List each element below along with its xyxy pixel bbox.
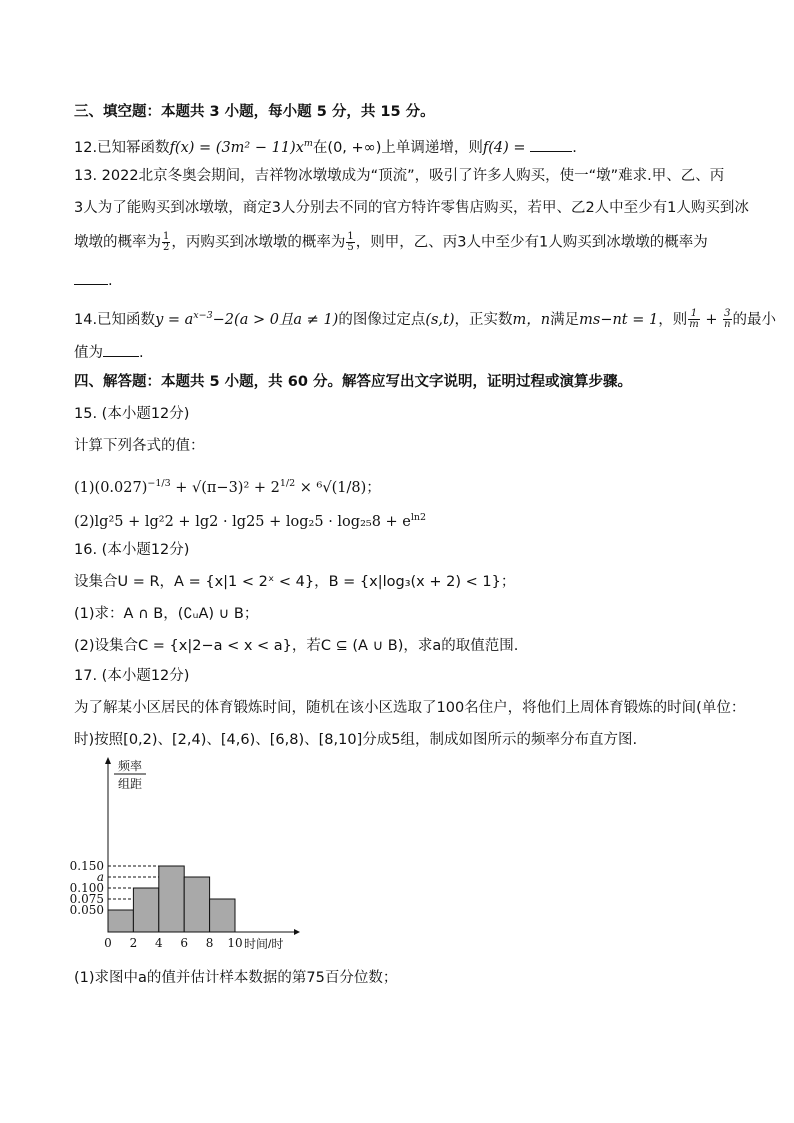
q16-title: 16. (本小题12分): [74, 542, 190, 558]
question-14-line1: [74, 306, 776, 330]
question-14-line2: [74, 342, 144, 363]
question-13-line2: 3人为了能购买到冰墩墩，商定3人分别去不同的官方特许零售店购买，若甲、乙2人中至少有1人购买到冰: [74, 200, 749, 216]
q14-fraction-2: $\frac{3}{n}$: [724, 308, 731, 331]
y-tick-label: 0.150: [69, 859, 104, 873]
x-tick-label: 10: [227, 936, 243, 950]
question-13-line4: [74, 270, 113, 291]
q15-p2-expr: (2)lg²5 + lg²2 + lg2 · lg25 + log₂5 · log₂₅8 + e: [74, 513, 411, 530]
histogram-bar: [133, 888, 158, 932]
q15-intro: 计算下列各式的值：: [74, 438, 205, 454]
q13-answer-blank[interactable]: [74, 270, 108, 285]
y-tick-label: a: [96, 870, 104, 884]
q14-func-y: y = a: [155, 311, 194, 328]
x-tick-label: 2: [129, 936, 138, 950]
histogram-layer: [70, 757, 300, 951]
q12-func: f(x) = (3m² − 11)x: [169, 139, 304, 156]
q14-tail: 的最小: [732, 311, 777, 328]
q13-fraction-2: $\frac{1}{5}$: [347, 231, 354, 253]
q12-ask: f(4) =: [482, 139, 531, 156]
histogram-bar: [210, 899, 235, 932]
q14-mid3: 满足: [550, 311, 580, 328]
q15-title: 15. (本小题12分): [74, 406, 190, 422]
q12-exp: m: [303, 138, 313, 149]
q15-p1-base: (0.027): [94, 479, 148, 496]
frequency-histogram: [66, 756, 306, 952]
q13-text-b: ，丙购买到冰墩墩的概率为: [171, 234, 346, 251]
y-axis-arrow: [105, 757, 111, 764]
q15-part-1: [74, 474, 381, 498]
question-13-line3: [74, 232, 708, 253]
q17-title: 17. (本小题12分): [74, 668, 190, 684]
y-tick-label: 0.100: [69, 881, 104, 895]
q15-p1-exp: −1/3: [147, 478, 171, 489]
q15-p1-exp2: 1/2: [279, 478, 296, 489]
q13-text-c: ，则甲，乙、丙3人中至少有1人购买到冰墩墩的概率为: [355, 234, 708, 251]
q14-func-rest: −2(a > 0且a ≠ 1): [212, 311, 339, 328]
histogram-bar: [184, 877, 209, 932]
x-tick-label: 6: [180, 936, 189, 950]
q17-line1: 为了解某小区居民的体育锻炼时间，随机在该小区选取了100名住户，将他们上周体育锻炼的时间(单位：: [74, 700, 746, 716]
q14-answer-blank[interactable]: [103, 342, 139, 357]
q12-end: .: [572, 139, 577, 156]
x-axis-label: 时间/时: [244, 937, 284, 951]
x-tick-label: 8: [205, 936, 214, 950]
q14-mid2: ，正实数: [454, 311, 513, 328]
histogram-bar: [159, 866, 184, 932]
q17-part-1: (1)求图中a的值并估计样本数据的第75百分位数；: [74, 970, 398, 986]
q13-text-a: 墩墩的概率为: [74, 234, 161, 251]
q14-lead: 14.已知函数: [74, 311, 156, 328]
q14-fraction-1: $\frac{1}{m}$: [689, 308, 699, 331]
section-3-header: 三、填空题：本题共 3 小题，每小题 5 分，共 15 分。: [74, 104, 435, 120]
q14-plus: +: [700, 311, 723, 328]
q17-line2: 时)按照[0,2)、[2,4)、[4,6)、[6,8)、[8,10]分成5组，制成如图所示的频率分布直方图.: [74, 732, 638, 748]
q13-fraction-1: $\frac{1}{2}$: [163, 231, 170, 253]
q16-part-2: (2)设集合C = {x|2−a < x < a}，若C ⊆ (A ∪ B)，求a的取值范围.: [74, 638, 519, 654]
q15-p1-end: ；: [366, 479, 381, 496]
q14-point: (s,t): [425, 311, 455, 328]
histogram-bar: [108, 910, 133, 932]
q15-p1-label: (1): [74, 479, 95, 496]
q15-p1-middle: + √(π−3)² + 2: [170, 479, 280, 496]
q14-mid4: ，则: [658, 311, 688, 328]
q14-line2-text: 值为: [74, 345, 103, 361]
q14-mid: 的图像过定点: [338, 311, 426, 328]
q15-p1-root: × ⁶√(1/8): [295, 479, 367, 496]
x-axis-arrow: [294, 929, 300, 935]
q14-end: .: [139, 345, 144, 361]
q13-end: .: [108, 273, 113, 289]
question-13-line1: 13. 2022北京冬奥会期间，吉祥物冰墩墩成为“顶流”，吸引了许多人购买，使一“墩”难求.甲、乙、丙: [74, 168, 725, 184]
q14-condition: ms−nt = 1: [579, 311, 659, 328]
q12-lead: 12.已知幂函数: [74, 139, 170, 156]
y-tick-label: 0.075: [69, 892, 104, 906]
q14-exp: x−3: [193, 310, 213, 321]
y-axis-label-bottom: 组距: [117, 777, 143, 791]
q16-sets: 设集合U = R，A = {x|1 < 2ˣ < 4}，B = {x|log₃(x + 2) < 1}；: [74, 574, 516, 590]
section-4-header: 四、解答题：本题共 5 小题，共 60 分。解答应写出文字说明，证明过程或演算步骤。: [74, 374, 632, 390]
x-tick-label: 0: [104, 936, 112, 950]
q16-part-1: (1)求：A ∩ B，(∁ᵤA) ∪ B；: [74, 606, 259, 622]
q15-p2-exp: ln2: [410, 512, 427, 523]
q14-vars: m，n: [512, 311, 551, 328]
q12-mid: 在(0, +∞)上单调递增，则: [312, 139, 483, 156]
q12-answer-blank[interactable]: [530, 137, 572, 152]
question-12: [74, 134, 577, 158]
y-tick-label: 0.050: [69, 903, 104, 917]
y-axis-label-top: 频率: [117, 759, 143, 773]
x-tick-label: 4: [154, 936, 163, 950]
q15-part-2: [74, 508, 426, 532]
